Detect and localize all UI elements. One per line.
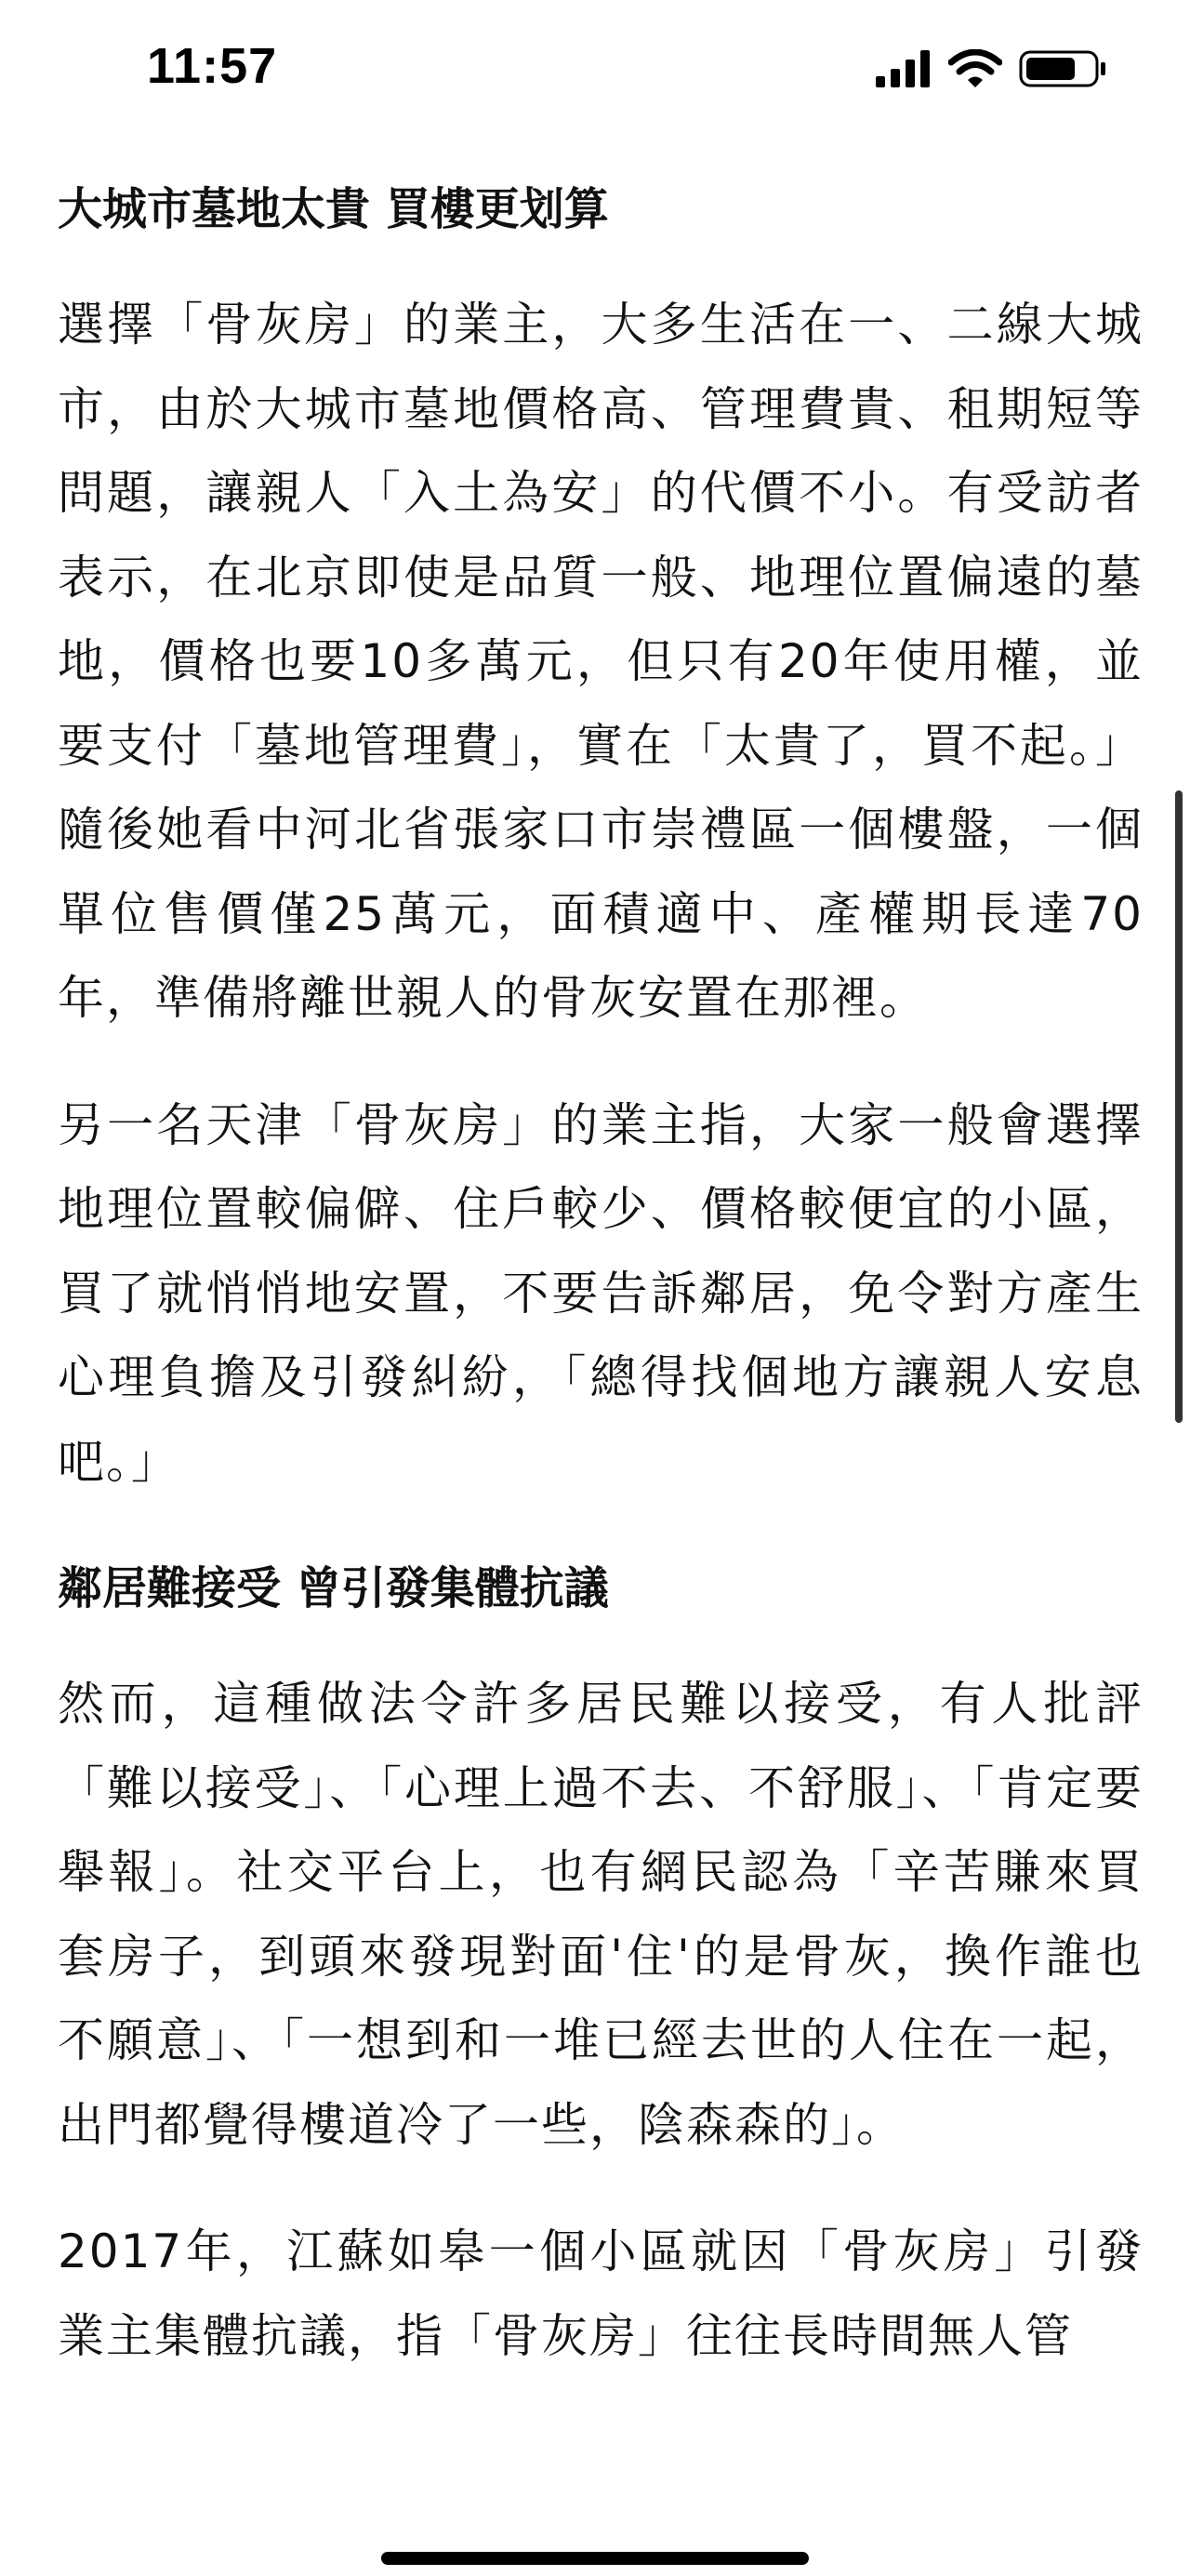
article-paragraph: 然而，這種做法令許多居民難以接受，有人批評「難以接受」、「心理上過不去、不舒服」、「肯定要舉報」。社交平台上，也有網民認為「辛苦賺來買套房子，到頭來發現對面'住'的是骨灰，換作誰也不願意」、「一想到和一堆已經去世的人住在一起，出門都覺得樓道冷了一些，陰森森的」。 (58, 1677, 1144, 2152)
battery-icon (1019, 48, 1108, 89)
section-heading: 大城市墓地太貴 買樓更划算 (58, 183, 609, 235)
status-time: 11:57 (147, 38, 278, 94)
home-indicator[interactable] (381, 2552, 809, 2565)
wifi-icon (948, 49, 1002, 88)
section-heading: 鄰居難接受 曾引發集體抗議 (58, 1562, 609, 1614)
article-body (58, 167, 1144, 2421)
article-paragraph: 2017年，江蘇如皋一個小區就因「骨灰房」引發業主集體抗議，指「骨灰房」往往長時間無人管 (58, 2224, 1144, 2363)
status-bar (0, 0, 1190, 138)
status-icons (876, 48, 1108, 89)
cellular-signal-icon (876, 50, 932, 87)
article-paragraph: 另一名天津「骨灰房」的業主指，大家一般會選擇地理位置較偏僻、住戶較少、價格較便宜的小區，買了就悄悄地安置，不要告訴鄰居，免令對方產生心理負擔及引發糾紛，「總得找個地方讓親人安息吧。」 (58, 1097, 1144, 1489)
article-paragraph: 選擇「骨灰房」的業主，大多生活在一、二線大城市，由於大城市墓地價格高、管理費貴、租期短等問題，讓親人「入土為安」的代價不小。有受訪者表示，在北京即使是品質一般、地理位置偏遠的墓地，價格也要10多萬元，但只有20年使用權，並要支付「墓地管理費」，實在「太貴了，買不起。」隨後她看中河北省張家口市崇禮區一個樓盤，一個單位售價僅25萬元，面積適中、產權期長達70年，準備將離世親人的骨灰安置在那裡。 (58, 298, 1144, 1025)
scrollbar[interactable] (1175, 790, 1183, 1423)
